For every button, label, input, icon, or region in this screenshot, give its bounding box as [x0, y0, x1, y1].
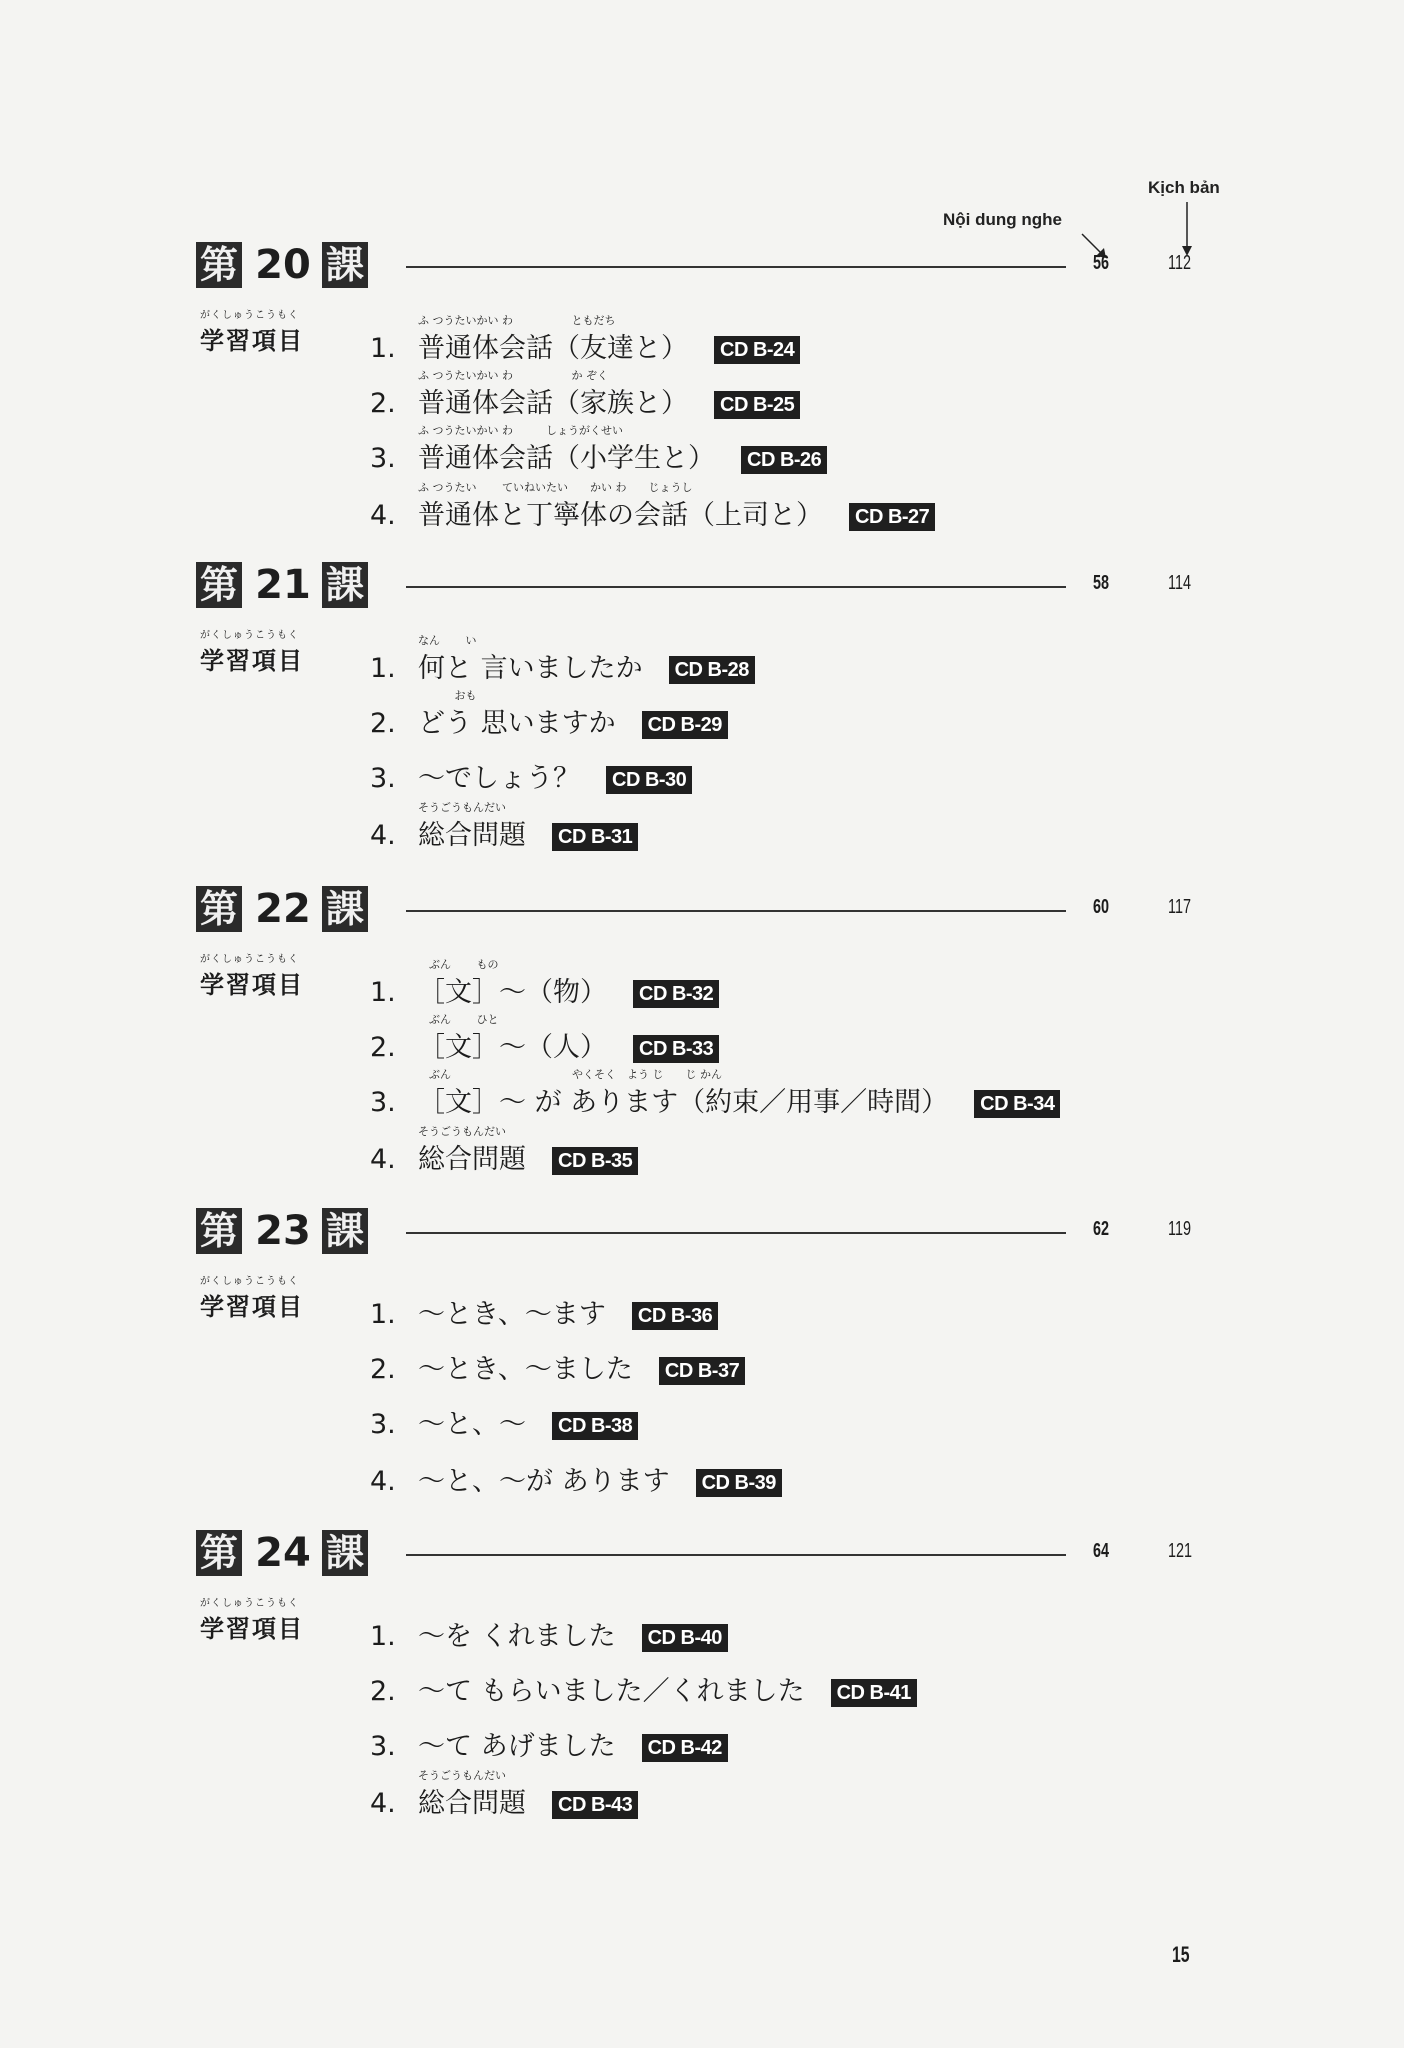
study-item-text: ［文］～（人）: [418, 1032, 607, 1063]
study-item-text: ～を くれました: [418, 1621, 616, 1652]
study-item-number: 2.: [370, 388, 396, 419]
study-item-text: ～でしょう？: [418, 763, 580, 794]
study-item-text: 何と 言いましたか: [418, 653, 643, 684]
script-page-number: 121: [1168, 1540, 1193, 1562]
study-item-text: ［文］～ が あります（約束／用事／時間）: [418, 1087, 949, 1118]
study-items-heading: 学習項目: [200, 327, 304, 355]
study-item-number: 3.: [370, 1087, 396, 1118]
study-item-number: 2.: [370, 1032, 396, 1063]
study-item-text: ～とき、～ました: [418, 1354, 633, 1385]
study-item-number: 3.: [370, 763, 396, 794]
study-items-ruby: がくしゅうこうもく: [200, 1276, 299, 1287]
script-column-label: Kịch bản: [1148, 178, 1220, 197]
lesson-kanji-dai: 第: [196, 886, 242, 932]
study-items-ruby: がくしゅうこうもく: [200, 954, 299, 965]
cd-track-badge: CD B-41: [831, 1679, 917, 1707]
study-item-text: 普通体会話（小学生と）: [418, 443, 715, 474]
study-item-number: 4.: [370, 1466, 396, 1497]
study-item-number: 4.: [370, 1144, 396, 1175]
lesson-kanji-dai: 第: [196, 562, 242, 608]
cd-track-badge: CD B-35: [552, 1147, 638, 1175]
lesson-kanji-dai: 第: [196, 1530, 242, 1576]
cd-track-badge: CD B-25: [714, 391, 800, 419]
study-item-text: ［文］～（物）: [418, 977, 607, 1008]
script-page-number: 114: [1168, 572, 1191, 594]
cd-track-badge: CD B-24: [714, 336, 800, 364]
study-item-number: 1.: [370, 333, 396, 364]
study-items-heading: 学習項目: [200, 971, 304, 999]
study-item-number: 3.: [370, 1731, 396, 1762]
lesson-number: 23: [255, 1208, 311, 1254]
study-item-number: 4.: [370, 500, 396, 531]
listen-column-label: Nội dung nghe: [943, 210, 1062, 229]
study-item-number: 3.: [370, 443, 396, 474]
listen-page-number: 64: [1093, 1540, 1110, 1562]
script-page-number: 112: [1168, 252, 1191, 274]
lesson-title-row: [196, 242, 1396, 294]
study-item-ruby: なん い: [418, 634, 477, 647]
study-item-number: 1.: [370, 1621, 396, 1652]
page-number: 15: [1172, 1942, 1190, 1967]
lesson-kanji-dai: 第: [196, 242, 242, 288]
study-items-label: [200, 626, 304, 676]
study-item-text: 総合問題: [418, 1788, 526, 1819]
lesson-divider-line: [406, 910, 1066, 912]
lesson-title-row: [196, 562, 1396, 614]
listen-page-number: 56: [1093, 252, 1110, 274]
study-item-text: 総合問題: [418, 1144, 526, 1175]
study-item-ruby: おも: [418, 689, 477, 702]
script-page-number: 119: [1168, 1218, 1191, 1240]
study-items-heading: 学習項目: [200, 1615, 304, 1643]
study-item-number: 1.: [370, 977, 396, 1008]
lesson-kanji-ka: 課: [322, 1208, 368, 1254]
study-item-number: 1.: [370, 1299, 396, 1330]
cd-track-badge: CD B-40: [642, 1624, 728, 1652]
study-items-label: [200, 306, 304, 356]
study-items-ruby: がくしゅうこうもく: [200, 310, 299, 321]
study-item-number: 2.: [370, 1354, 396, 1385]
study-items-label: [200, 1594, 304, 1644]
study-item-text: ～て あげました: [418, 1731, 616, 1762]
cd-track-badge: CD B-31: [552, 823, 638, 851]
study-items-heading: 学習項目: [200, 1293, 304, 1321]
lesson-kanji-dai: 第: [196, 1208, 242, 1254]
cd-track-badge: CD B-29: [642, 711, 728, 739]
lesson-number: 20: [255, 242, 311, 288]
study-items-ruby: がくしゅうこうもく: [200, 630, 299, 641]
cd-track-badge: CD B-43: [552, 1791, 638, 1819]
study-item-ruby: ぶん やくそく よう じ じ かん: [418, 1068, 722, 1081]
study-item-text: 普通体会話（友達と）: [418, 333, 688, 364]
study-item-text: ～とき、～ます: [418, 1299, 606, 1330]
lesson-divider-line: [406, 1554, 1066, 1556]
listen-page-number: 60: [1093, 896, 1110, 918]
study-item-text: 普通体と丁寧体の会話（上司と）: [418, 500, 823, 531]
study-item-number: 4.: [370, 1788, 396, 1819]
study-item-ruby: ふ つうたい ていねいたい かい わ じょうし: [418, 481, 693, 494]
lesson-title-row: [196, 1530, 1396, 1582]
study-items-heading: 学習項目: [200, 647, 304, 675]
study-items-label: [200, 950, 304, 1000]
study-item-text: どう 思いますか: [418, 708, 616, 739]
study-item-ruby: そうごうもんだい: [418, 1125, 506, 1138]
cd-track-badge: CD B-36: [632, 1302, 718, 1330]
cd-track-badge: CD B-38: [552, 1412, 638, 1440]
study-item-ruby: ぶん ひと: [418, 1013, 499, 1026]
lesson-divider-line: [406, 586, 1066, 588]
study-item-ruby: そうごうもんだい: [418, 1769, 506, 1782]
study-item-number: 1.: [370, 653, 396, 684]
study-items-label: [200, 1272, 304, 1322]
study-item-text: 総合問題: [418, 820, 526, 851]
lesson-number: 22: [255, 886, 311, 932]
cd-track-badge: CD B-39: [696, 1469, 782, 1497]
lesson-number: 21: [255, 562, 311, 608]
study-item-number: 2.: [370, 708, 396, 739]
lesson-divider-line: [406, 1232, 1066, 1234]
study-item-ruby: ふ つうたいかい わ ともだち: [418, 314, 616, 327]
study-item-number: 2.: [370, 1676, 396, 1707]
study-item-ruby: そうごうもんだい: [418, 801, 506, 814]
lesson-number: 24: [255, 1530, 311, 1576]
study-item-text: ～と、～が あります: [418, 1466, 670, 1497]
study-item-number: 3.: [370, 1409, 396, 1440]
cd-track-badge: CD B-34: [974, 1090, 1060, 1118]
study-items-ruby: がくしゅうこうもく: [200, 1598, 299, 1609]
lesson-title-row: [196, 1208, 1396, 1260]
lesson-divider-line: [406, 266, 1066, 268]
lesson-kanji-ka: 課: [322, 886, 368, 932]
cd-track-badge: CD B-42: [642, 1734, 728, 1762]
listen-page-number: 58: [1093, 572, 1110, 594]
cd-track-badge: CD B-28: [669, 656, 755, 684]
cd-track-badge: CD B-33: [633, 1035, 719, 1063]
cd-track-badge: CD B-32: [633, 980, 719, 1008]
study-item-text: 普通体会話（家族と）: [418, 388, 688, 419]
lesson-title-row: [196, 886, 1396, 938]
script-page-number: 117: [1168, 896, 1191, 918]
cd-track-badge: CD B-37: [659, 1357, 745, 1385]
study-item-number: 4.: [370, 820, 396, 851]
cd-track-badge: CD B-30: [606, 766, 692, 794]
study-item-ruby: ぶん もの: [418, 958, 499, 971]
lesson-kanji-ka: 課: [322, 1530, 368, 1576]
cd-track-badge: CD B-27: [849, 503, 935, 531]
cd-track-badge: CD B-26: [741, 446, 827, 474]
lesson-kanji-ka: 課: [322, 562, 368, 608]
study-item-ruby: ふ つうたいかい わ しょうがくせい: [418, 424, 623, 437]
study-item-text: ～て もらいました／くれました: [418, 1676, 805, 1707]
study-item-ruby: ふ つうたいかい わ か ぞく: [418, 369, 608, 382]
listen-page-number: 62: [1093, 1218, 1110, 1240]
lesson-kanji-ka: 課: [322, 242, 368, 288]
study-item-text: ～と、～: [418, 1409, 526, 1440]
